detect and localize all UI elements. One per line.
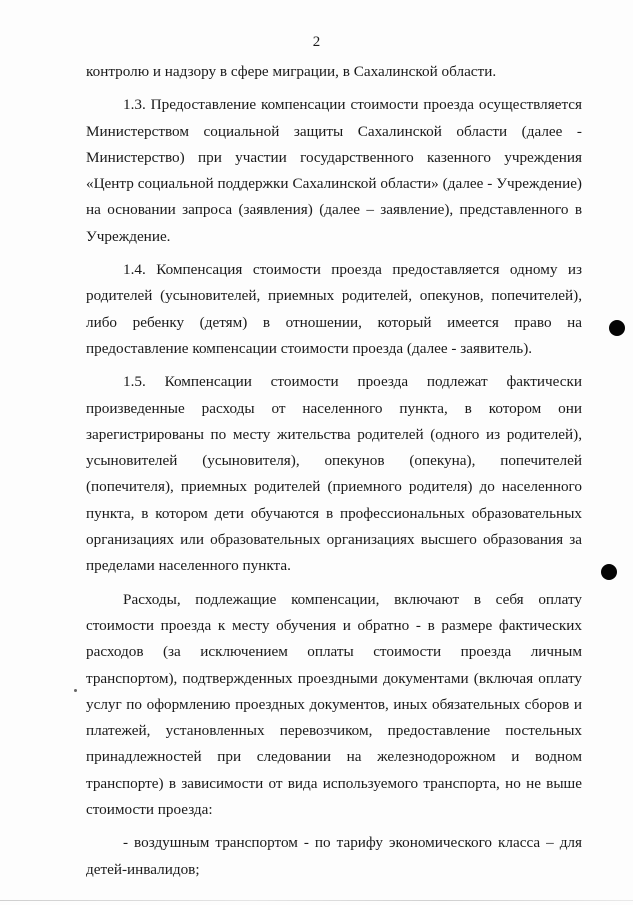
paragraph-expenses: Расходы, подлежащие компенсации, включают в себя оплату стоимости проезда к месту обучения и обратно - в размере фактических расходов (за исключением оплаты стоимости проезда личным транспортом), подтвержденных проездными документами (включая оплату услуг по оформлению проездных документов, иных обязательных сборов и платежей, установленных перевозчиком, предоставление постельных принадлежностей при следовании на железнодорожном и водном транспорте) в зависимости от вида используемого транспорта, но не выше стоимости проезда: <box>86 590 582 819</box>
document-body <box>86 59 582 883</box>
paragraph-continuation: контролю и надзору в сфере миграции, в Сахалинской области. <box>86 63 497 80</box>
paragraph-1-3: 1.3. Предоставление компенсации стоимости проезда осуществляется Министерством социальной защиты Сахалинской области (далее - Министерство) при участии государственного казенного учреждения «Центр социальной поддержки Сахалинской области» (далее - Учреждение) на основании запроса (заявления) (далее – заявление), представленного в Учреждение. <box>86 96 582 245</box>
scan-speck <box>74 689 77 692</box>
list-item-air-transport: - воздушным транспортом - по тарифу экономического класса – для детей-инвалидов; <box>86 834 582 878</box>
punch-hole-mark <box>609 320 625 336</box>
page-number: 2 <box>312 34 321 50</box>
punch-hole-mark <box>601 564 617 580</box>
paragraph-1-4: 1.4. Компенсация стоимости проезда предоставляется одному из родителей (усыновителей, приемных родителей, опекунов, попечителей), либо ребенку (детям) в отношении, который имеется право на предоставление компенсации стоимости проезда (далее - заявитель). <box>86 261 582 357</box>
scan-edge-line <box>0 900 633 901</box>
paragraph-1-5: 1.5. Компенсации стоимости проезда подлежат фактически произведенные расходы от населенного пункта, в котором они зарегистрированы по месту жительства родителей (одного из родителей), усыновителей (усыновителя), опекунов (опекуна), попечителей (попечителя), приемных родителей (приемного родителя) до населенного пункта, в котором дети обучаются в профессиональных образовательных организациях или образовательных организациях высшего образования за пределами населенного пункта. <box>86 373 582 575</box>
